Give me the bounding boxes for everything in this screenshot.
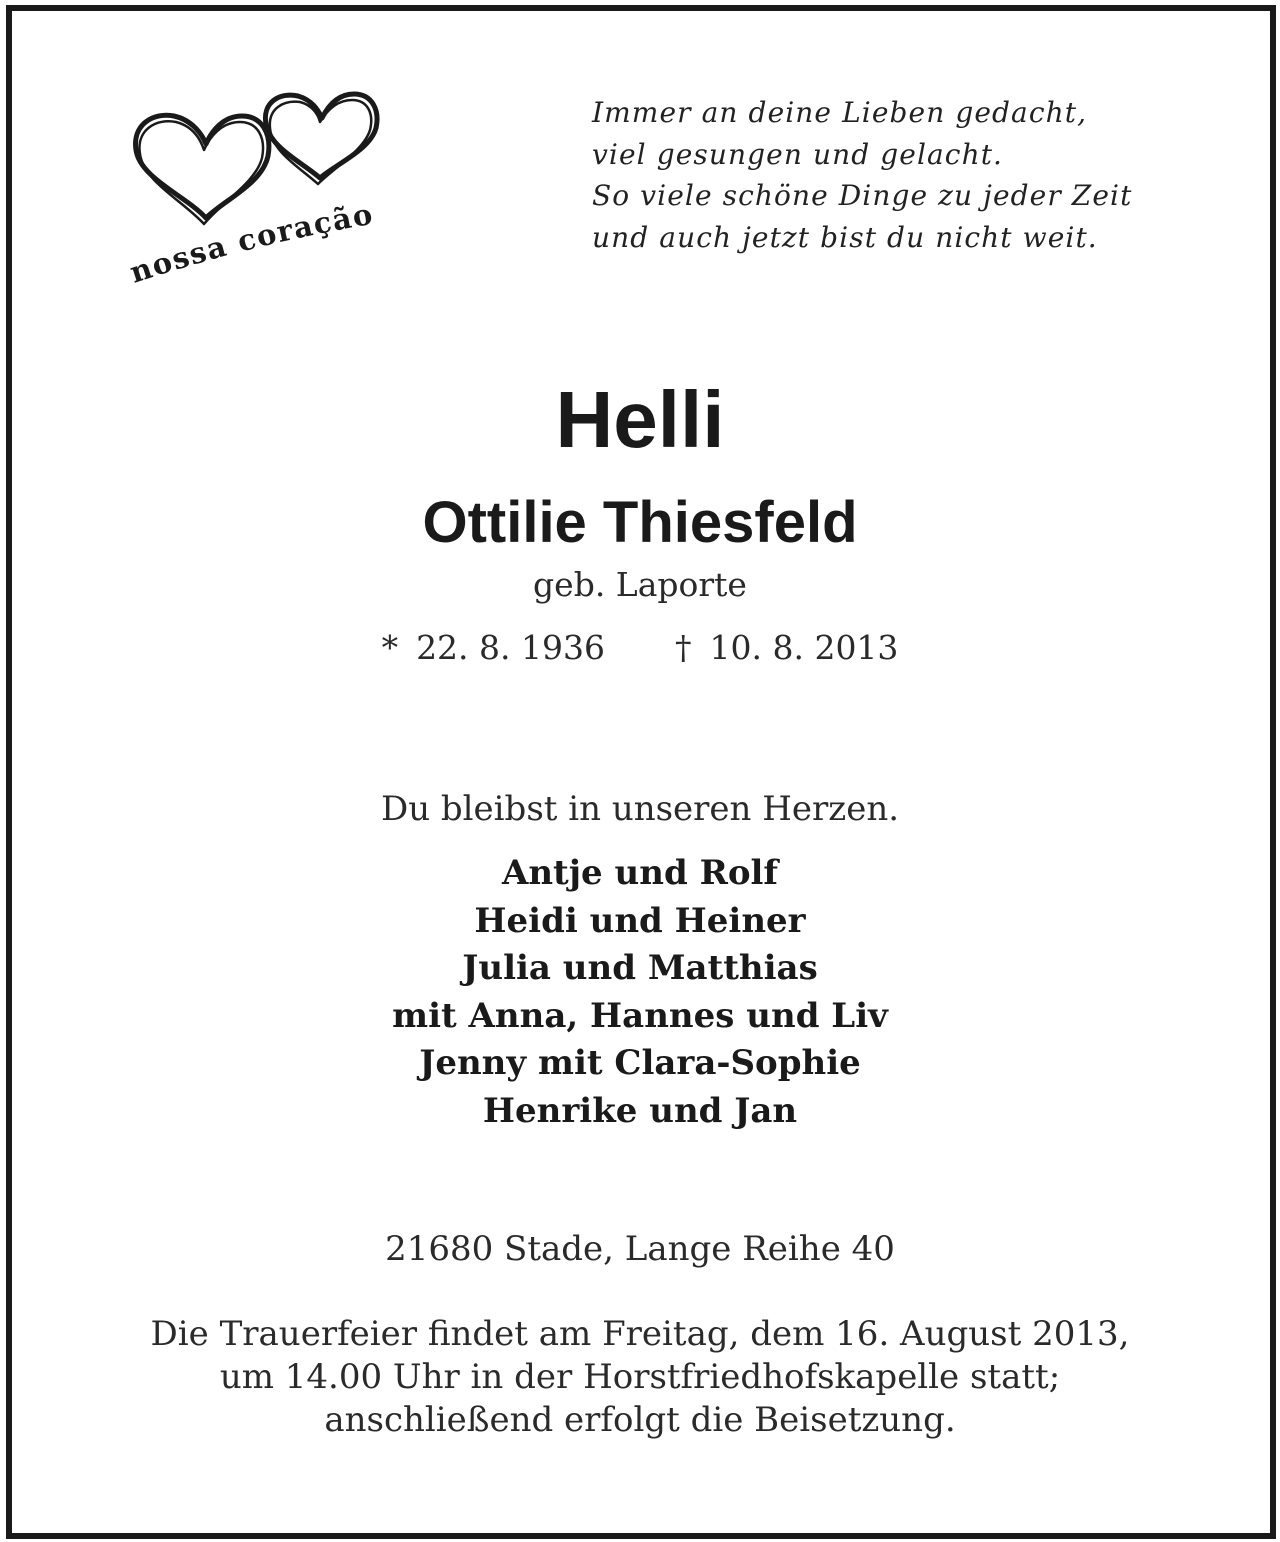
deceased-nickname: Helli <box>555 375 725 464</box>
funeral-service-info <box>0 1313 1280 1442</box>
motto: Du bleibst in unseren Herzen. <box>380 789 900 829</box>
maiden-name: geb. Laporte <box>533 565 747 604</box>
mourner-line: Jenny mit Clara-Sophie <box>419 1043 861 1083</box>
service-line: anschließend erfolgt die Beisetzung. <box>324 1400 956 1440</box>
birth-date: 22. 8. 1936 <box>416 628 605 667</box>
verse-line: viel gesungen und gelacht. <box>592 137 1004 171</box>
memorial-verse <box>592 92 1232 258</box>
mourner-line: Henrike und Jan <box>482 1090 798 1131</box>
life-dates <box>0 625 1280 671</box>
svg-text:nossa coração <box>126 197 376 290</box>
verse-line: Immer an deine Lieben gedacht, <box>592 96 1088 129</box>
service-line: Die Trauerfeier findet am Freitag, dem 16. August 2013, <box>150 1314 1130 1354</box>
deceased-full-name: Ottilie Thiesfeld <box>422 490 858 555</box>
service-line: um 14.00 Uhr in der Horstfriedhofskapelle statt; <box>219 1357 1061 1397</box>
logo-caption: nossa coração <box>125 196 377 290</box>
verse-line: und auch jetzt bist du nicht weit. <box>592 220 1098 254</box>
death-date: 10. 8. 2013 <box>709 628 899 667</box>
address: 21680 Stade, Lange Reihe 40 <box>385 1229 895 1269</box>
two-hearts-icon <box>120 78 420 298</box>
hearts-logo <box>120 78 420 298</box>
verse-line: So viele schöne Dinge zu jeder Zeit <box>592 179 1133 212</box>
birth-symbol: * <box>381 628 399 667</box>
death-cross-icon: † <box>675 628 692 667</box>
mourner-line: Julia und Matthias <box>462 948 818 988</box>
mourner-line: mit Anna, Hannes und Liv <box>392 995 888 1036</box>
mourners-list <box>0 850 1280 1135</box>
mourner-line: Heidi und Heiner <box>474 900 806 941</box>
mourner-line: Antje und Rolf <box>501 853 779 893</box>
